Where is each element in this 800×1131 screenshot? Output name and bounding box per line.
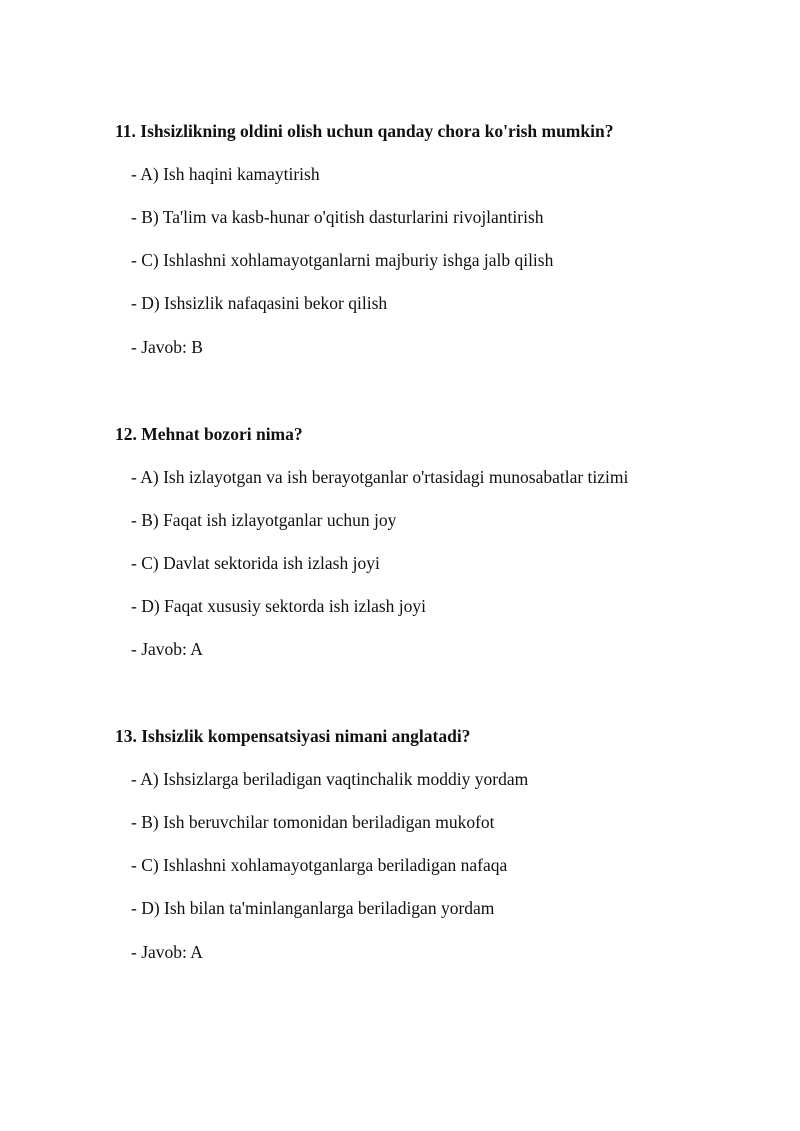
option-b: - B) Faqat ish izlayotganlar uchun joy bbox=[131, 510, 397, 530]
option-c: - C) Ishlashni xohlamayotganlarni majburiy ishga jalb qilish bbox=[131, 250, 554, 270]
option-d: - D) Faqat xususiy sektorda ish izlash joyi bbox=[131, 596, 427, 616]
option-c: - C) Davlat sektorida ish izlash joyi bbox=[131, 553, 380, 573]
option-d: - D) Ishsizlik nafaqasini bekor qilish bbox=[131, 293, 388, 313]
answer: - Javob: B bbox=[131, 337, 203, 357]
question-title: 11. Ishsizlikning oldini olish uchun qanday chora ko'rish mumkin? bbox=[115, 121, 614, 141]
option-a: - A) Ish haqini kamaytirish bbox=[131, 164, 320, 184]
option-c: - C) Ishlashni xohlamayotganlarga beriladigan nafaqa bbox=[131, 855, 508, 875]
option-b: - B) Ta'lim va kasb-hunar o'qitish dasturlarini rivojlantirish bbox=[131, 207, 544, 227]
answer: - Javob: A bbox=[131, 942, 203, 962]
question-title: 13. Ishsizlik kompensatsiyasi nimani anglatadi? bbox=[115, 726, 471, 746]
answer: - Javob: A bbox=[131, 639, 203, 659]
option-a: - A) Ishsizlarga beriladigan vaqtinchalik moddiy yordam bbox=[131, 769, 529, 789]
option-d: - D) Ish bilan ta'minlanganlarga beriladigan yordam bbox=[131, 898, 495, 918]
question-title: 12. Mehnat bozori nima? bbox=[115, 424, 303, 444]
option-b: - B) Ish beruvchilar tomonidan beriladigan mukofot bbox=[131, 812, 495, 832]
option-a: - A) Ish izlayotgan va ish berayotganlar o'rtasidagi munosabatlar tizimi bbox=[131, 467, 629, 487]
